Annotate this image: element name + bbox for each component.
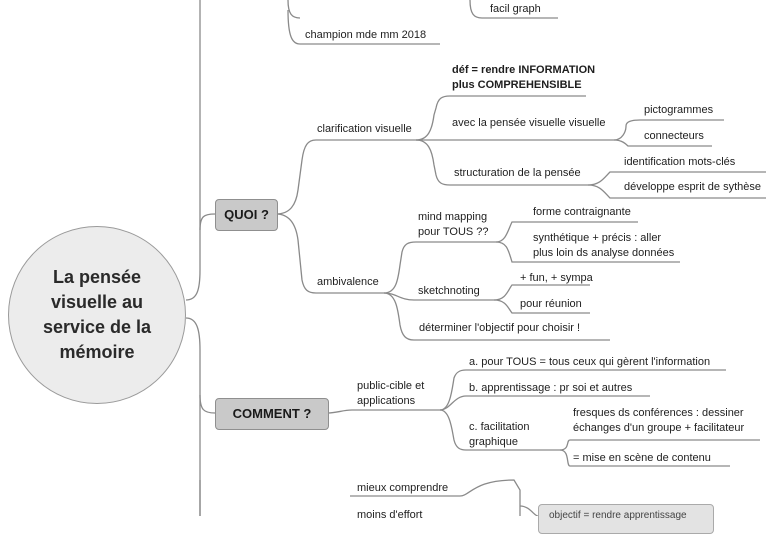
central-topic[interactable] bbox=[8, 226, 186, 404]
topic-comment[interactable]: COMMENT ? bbox=[215, 398, 329, 430]
facilitation-line-2: graphique bbox=[469, 436, 518, 448]
node-definition[interactable] bbox=[452, 63, 595, 93]
node-public-cible[interactable] bbox=[357, 379, 424, 409]
node-ambivalence[interactable]: ambivalence bbox=[317, 276, 379, 288]
fresques-line-1: fresques ds conférences : dessiner bbox=[573, 407, 744, 419]
node-pensee-visuelle[interactable]: avec la pensée visuelle visuelle bbox=[452, 117, 606, 129]
node-champion[interactable]: champion mde mm 2018 bbox=[305, 29, 427, 41]
node-facilitation[interactable] bbox=[469, 420, 530, 450]
node-connecteurs[interactable]: connecteurs bbox=[644, 130, 704, 142]
synthetique-line-1: synthétique + précis : aller bbox=[533, 232, 662, 244]
facilitation-line-1: c. facilitation bbox=[469, 421, 530, 433]
mind-mapping-line-2: pour TOUS ?? bbox=[418, 226, 489, 238]
node-developpe[interactable]: développe esprit de sythèse bbox=[624, 181, 761, 193]
node-fun[interactable]: + fun, + sympa bbox=[520, 272, 593, 284]
summary-callout[interactable]: objectif = rendre apprentissage bbox=[538, 504, 714, 534]
node-determiner[interactable]: déterminer l'objectif pour choisir ! bbox=[419, 322, 581, 334]
node-identification[interactable]: identification mots-clés bbox=[624, 156, 736, 168]
node-mind-mapping[interactable] bbox=[418, 210, 489, 240]
topic-quoi[interactable]: QUOI ? bbox=[215, 199, 278, 231]
public-cible-line-2: applications bbox=[357, 395, 416, 407]
node-apprentissage[interactable]: b. apprentissage : pr soi et autres bbox=[469, 382, 633, 394]
definition-line-1: déf = rendre INFORMATION bbox=[452, 64, 596, 76]
node-facil-graph[interactable]: facil graph bbox=[490, 3, 541, 15]
central-line-1: La pensée bbox=[52, 267, 142, 287]
node-reunion[interactable]: pour réunion bbox=[520, 298, 582, 310]
central-line-4: mémoire bbox=[59, 342, 135, 362]
public-cible-line-1: public-cible et bbox=[357, 380, 425, 392]
node-mise-en-scene[interactable]: = mise en scène de contenu bbox=[573, 452, 711, 464]
fresques-line-2: échanges d'un groupe + facilitateur bbox=[573, 422, 745, 434]
node-forme-contraignante[interactable]: forme contraignante bbox=[533, 206, 631, 218]
node-synthetique[interactable] bbox=[533, 231, 674, 261]
node-pour-tous[interactable]: a. pour TOUS = tous ceux qui gèrent l'information bbox=[469, 356, 711, 368]
node-clarification[interactable]: clarification visuelle bbox=[317, 123, 412, 135]
synthetique-line-2: plus loin ds analyse données bbox=[533, 247, 675, 259]
definition-line-2: plus COMPREHENSIBLE bbox=[452, 79, 582, 91]
node-sketchnoting[interactable]: sketchnoting bbox=[418, 285, 480, 297]
node-structuration[interactable]: structuration de la pensée bbox=[454, 167, 581, 179]
central-line-2: visuelle au bbox=[50, 292, 144, 312]
node-mieux-comprendre[interactable]: mieux comprendre bbox=[357, 482, 449, 494]
node-pictogrammes[interactable]: pictogrammes bbox=[644, 104, 714, 116]
node-moins-effort[interactable]: moins d'effort bbox=[357, 509, 423, 521]
central-line-3: service de la bbox=[42, 317, 152, 337]
node-fresques[interactable] bbox=[573, 406, 744, 436]
mind-mapping-line-1: mind mapping bbox=[418, 211, 488, 223]
